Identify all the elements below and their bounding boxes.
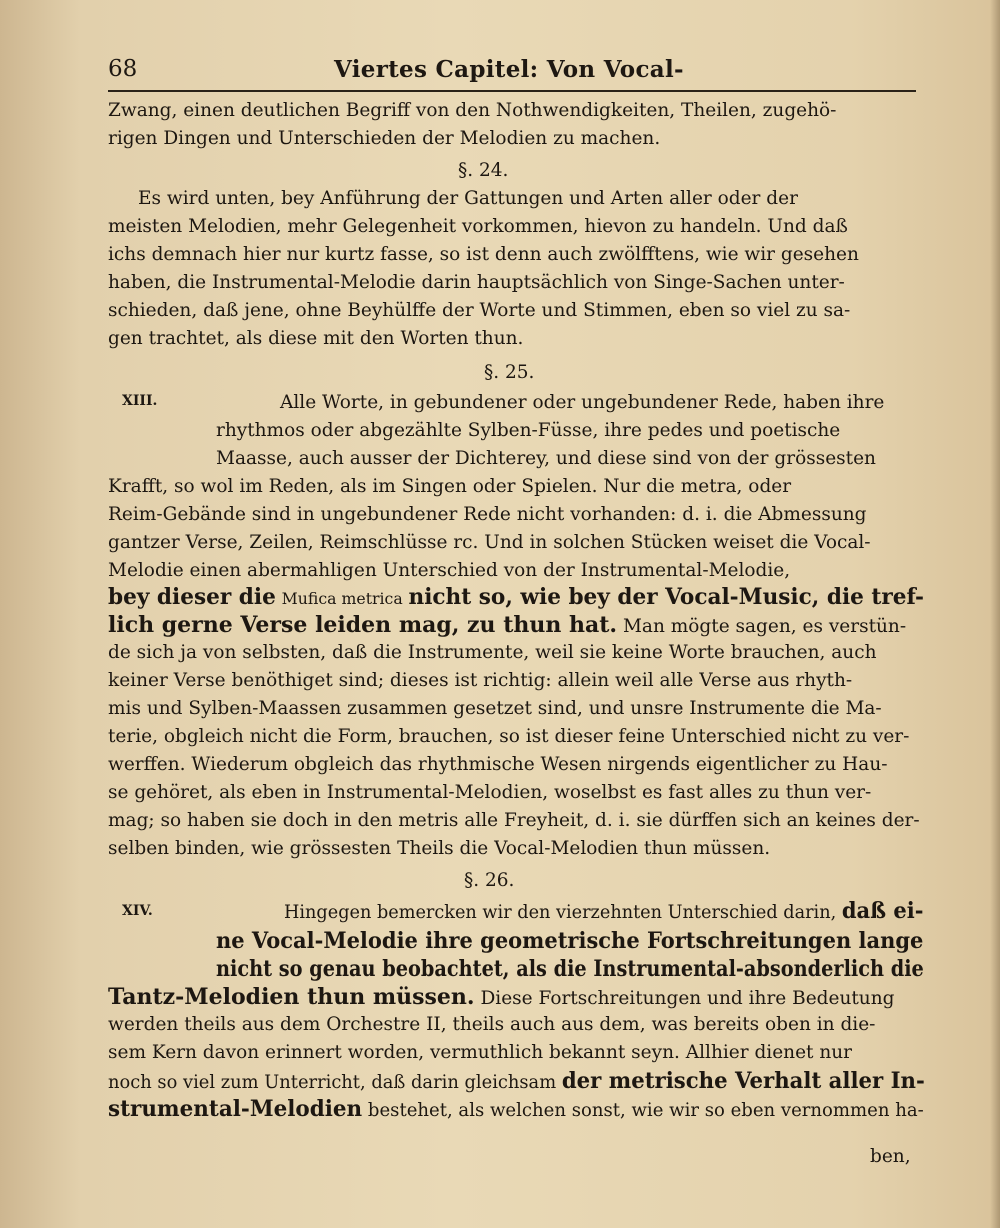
emphasis-text: daß ei-	[841, 898, 924, 924]
text-line: werden theils aus dem Orchestre II, theils auch aus dem, was bereits oben in die-	[108, 1014, 876, 1035]
text-run: Hingegen bemercken wir den vierzehnten Unterschied darin,	[284, 902, 837, 923]
text-line: selben binden, wie grössesten Theils die Vocal-Melodien thun müssen.	[108, 838, 771, 859]
text-line: schieden, daß jene, ohne Beyhülffe der Worte und Stimmen, eben so viel zu sa-	[108, 300, 851, 321]
section-heading: §. 25.	[484, 362, 535, 383]
text-line: se gehöret, als eben in Instrumental-Melodien, woselbst es fast alles zu thun ver-	[108, 782, 872, 803]
text-line: mis und Sylben-Maassen zusammen gesetzet sind, und unsre Instrumente die Ma-	[108, 698, 882, 719]
text-run: bestehet, als welchen sonst, wie wir so eben vernommen ha-	[367, 1100, 924, 1121]
text-line: Krafft, so wol im Reden, als im Singen oder Spielen. Nur die metra, oder	[108, 476, 792, 497]
page-number: 68	[108, 56, 138, 82]
text-line	[108, 1096, 924, 1122]
text-line: Melodie einen abermahligen Unterschied von der Instrumental-Melodie,	[108, 560, 791, 581]
emphasis-line: ne Vocal-Melodie ihre geometrische Fortschreitungen lange	[216, 928, 924, 954]
text-line: meisten Melodien, mehr Gelegenheit vorkommen, hievon zu handeln. Und daß	[108, 216, 848, 237]
text-line	[108, 612, 906, 638]
text-line: terie, obgleich nicht die Form, brauchen, so ist dieser feine Unterschied nicht zu ver-	[108, 726, 910, 747]
text-line: Zwang, einen deutlichen Begriff von den Nothwendigkeiten, Theilen, zugehö-	[108, 100, 837, 121]
text-line	[284, 898, 923, 924]
text-line: rhythmos oder abgezählte Sylben-Füsse, ihre pedes und poetische	[216, 420, 841, 441]
text-line: werffen. Wiederum obgleich das rhythmische Wesen nirgends eigentlicher zu Hau-	[108, 754, 888, 775]
running-head: Viertes Capitel: Von Vocal-	[334, 56, 684, 83]
margin-note: XIII.	[122, 393, 158, 409]
emphasis-text: bey dieser die	[108, 584, 276, 610]
text-line: Es wird unten, bey Anführung der Gattungen und Arten aller oder der	[138, 188, 798, 209]
text-line	[108, 984, 894, 1010]
text-line: sem Kern davon erinnert worden, vermuthlich bekannt seyn. Allhier dienet nur	[108, 1042, 853, 1063]
emphasis-text: nicht so, wie bey der Vocal-Music, die tref-	[408, 584, 925, 610]
text-line	[108, 584, 924, 610]
text-run: Diese Fortschreitungen und ihre Bedeutung	[480, 988, 895, 1009]
text-line: rigen Dingen und Unterschieden der Melodien zu machen.	[108, 128, 661, 149]
text-line: haben, die Instrumental-Melodie darin hauptsächlich von Singe-Sachen unter-	[108, 272, 845, 293]
text-run: noch so viel zum Unterricht, daß darin gleichsam	[108, 1072, 557, 1093]
emphasis-text: lich gerne Verse leiden mag, zu thun hat.	[108, 612, 618, 638]
text-line: keiner Verse benöthiget sind; dieses ist richtig: allein weil alle Verse aus rhyth-	[108, 670, 853, 691]
catchword: ben,	[870, 1146, 911, 1167]
emphasis-line: nicht so genau beobachtet, als die Instrumental-absonderlich die	[216, 956, 924, 982]
header-rule	[108, 90, 916, 92]
emphasis-text: Tantz-Melodien thun müssen.	[108, 984, 475, 1010]
emphasis-text: strumental-Melodien	[108, 1096, 363, 1122]
text-run: Man mögte sagen, es verstün-	[622, 616, 907, 637]
text-line: ichs demnach hier nur kurtz fasse, so ist denn auch zwölfftens, wie wir gesehen	[108, 244, 859, 265]
emphasis-text: der metrische Verhalt aller In-	[561, 1068, 925, 1094]
text-line	[108, 1068, 925, 1094]
latin-text: Mufica metrica	[281, 589, 403, 608]
section-heading: §. 26.	[464, 870, 515, 891]
page-edge-shadow	[990, 0, 1000, 1228]
page-header	[108, 56, 918, 92]
text-line: Reim-Gebände sind in ungebundener Rede nicht vorhanden: d. i. die Abmessung	[108, 504, 867, 525]
text-line: gen trachtet, als diese mit den Worten thun.	[108, 328, 524, 349]
section-heading: §. 24.	[458, 160, 509, 181]
text-line: gantzer Verse, Zeilen, Reimschlüsse rc. Und in solchen Stücken weiset die Vocal-	[108, 532, 871, 553]
text-line: Maasse, auch ausser der Dichterey, und diese sind von der grössesten	[216, 448, 876, 469]
text-line: Alle Worte, in gebundener oder ungebundener Rede, haben ihre	[280, 392, 885, 413]
margin-note: XIV.	[122, 903, 153, 919]
text-line: mag; so haben sie doch in den metris alle Freyheit, d. i. sie dürffen sich an keines der-	[108, 810, 920, 831]
text-line: de sich ja von selbsten, daß die Instrumente, weil sie keine Worte brauchen, auch	[108, 642, 877, 663]
